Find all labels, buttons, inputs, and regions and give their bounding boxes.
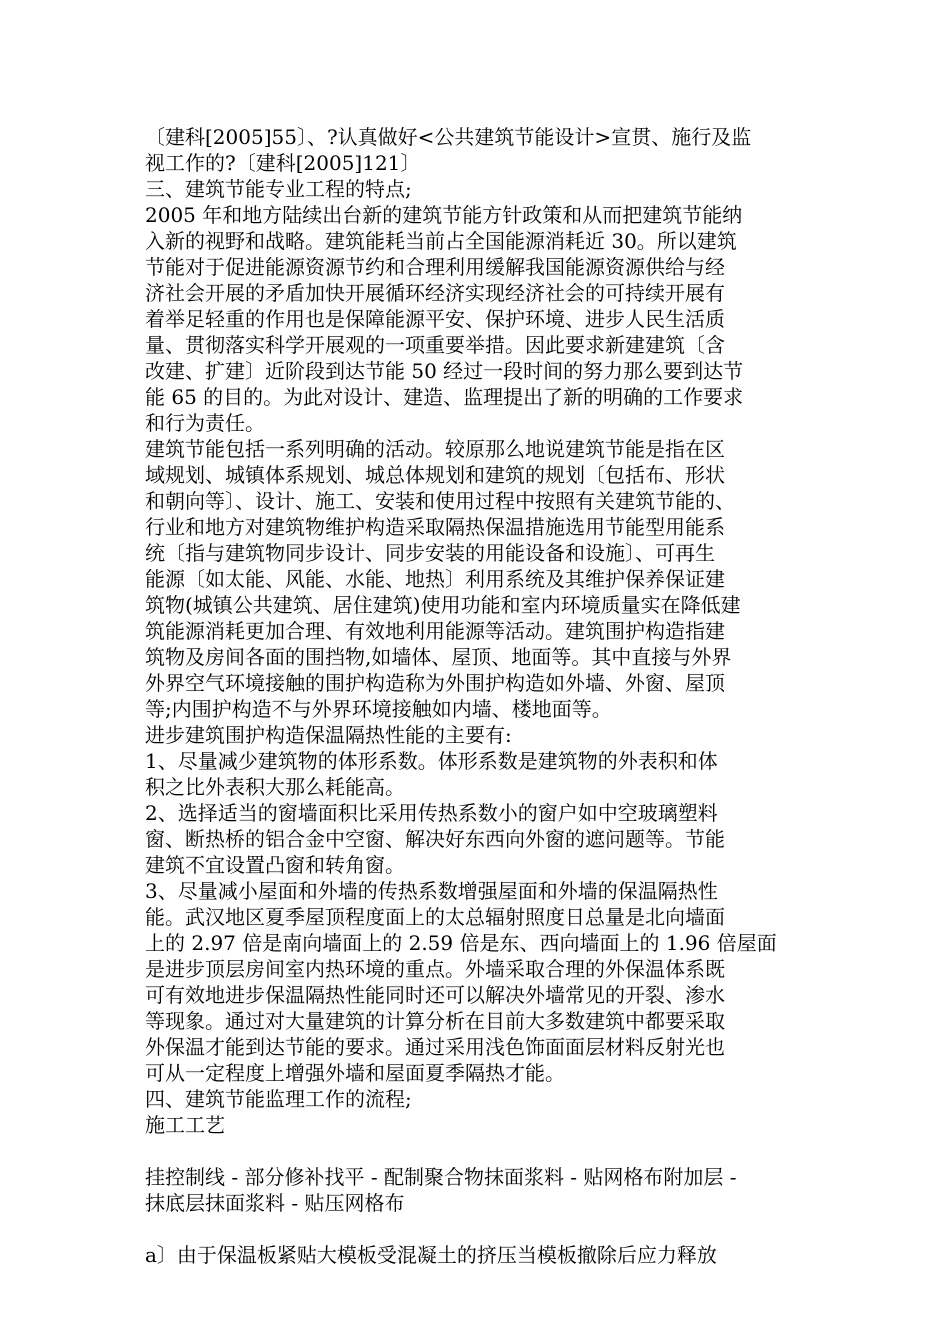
text-line: 上的 2.97 倍是南向墙面上的 2.59 倍是东、西向墙面上的 1.96 倍屋面	[145, 931, 777, 955]
text-line: 视工作的?〔建科[2005]121〕	[145, 151, 421, 175]
text-line: 进步建筑围护构造保温隔热性能的主要有:	[145, 723, 512, 747]
text-line: 济社会开展的矛盾加快开展循环经济实现经济社会的可持续开展有	[145, 281, 725, 305]
text-line: 能源〔如太能、风能、水能、地热〕利用系统及其维护保养保证建	[145, 567, 725, 591]
text-line: 可从一定程度上增强外墙和屋面夏季隔热才能。	[145, 1061, 565, 1085]
text-line: 抹底层抹面浆料 - 贴压网格布	[145, 1191, 405, 1215]
text-line: 3、尽量减小屋面和外墙的传热系数增强屋面和外墙的保温隔热性	[145, 879, 718, 903]
text-line: 统〔指与建筑物同步设计、同步安装的用能设备和设施〕、可再生	[145, 541, 715, 565]
text-line: 行业和地方对建筑物维护构造采取隔热保温措施选用节能型用能系	[145, 515, 725, 539]
text-line: 挂控制线 - 部分修补找平 - 配制聚合物抹面浆料 - 贴网格布附加层 -	[145, 1165, 737, 1189]
text-line: 能。武汉地区夏季屋顶程度面上的太总辐射照度日总量是北向墙面	[145, 905, 725, 929]
text-line: 筑物及房间各面的围挡物,如墙体、屋顶、地面等。其中直接与外界	[145, 645, 732, 669]
text-line: 域规划、城镇体系规划、城总体规划和建筑的规划〔包括布、形状	[145, 463, 725, 487]
text-line: 1、尽量减少建筑物的体形系数。体形系数是建筑物的外表积和体	[145, 749, 718, 773]
text-line: 建筑节能包括一系列明确的活动。较原那么地说建筑节能是指在区	[145, 437, 725, 461]
text-line: 量、贯彻落实科学开展观的一项重要举措。因此要求新建建筑〔含	[145, 333, 725, 357]
text-line: 筑物(城镇公共建筑、居住建筑)使用功能和室内环境质量实在降低建	[145, 593, 741, 617]
text-line: 和行为责任。	[145, 411, 265, 435]
text-line: 三、建筑节能专业工程的特点;	[145, 177, 412, 201]
text-line: 外界空气环境接触的围护构造称为外围护构造如外墙、外窗、屋顶	[145, 671, 725, 695]
text-line: 〔建科[2005]55〕、?认真做好<公共建筑节能设计>宣贯、施行及监	[145, 125, 752, 149]
text-line: 外保温才能到达节能的要求。通过采用浅色饰面面层材料反射光也	[145, 1035, 725, 1059]
text-line: 2、选择适当的窗墙面积比采用传热系数小的窗户如中空玻璃塑料	[145, 801, 718, 825]
blank-line	[145, 1138, 817, 1164]
text-line: 改建、扩建〕近阶段到达节能 50 经过一段时间的努力那么要到达节	[145, 359, 744, 383]
text-line: 筑能源消耗更加合理、有效地利用能源等活动。建筑围护构造指建	[145, 619, 725, 643]
text-line: 施工工艺	[145, 1113, 225, 1137]
text-line: 是进步顶层房间室内热环境的重点。外墙采取合理的外保温体系既	[145, 957, 725, 981]
blank-line	[145, 1216, 817, 1242]
text-line: 窗、断热桥的铝合金中空窗、解决好东西向外窗的遮问题等。节能	[145, 827, 725, 851]
text-line: 入新的视野和战略。建筑能耗当前占全国能源消耗近 30。所以建筑	[145, 229, 737, 253]
text-line: 和朝向等〕、设计、施工、安装和使用过程中按照有关建筑节能的、	[145, 489, 735, 513]
text-line: 四、建筑节能监理工作的流程;	[145, 1087, 412, 1111]
text-line: 等现象。通过对大量建筑的计算分析在目前大多数建筑中都要采取	[145, 1009, 725, 1033]
text-line: 可有效地进步保温隔热性能同时还可以解决外墙常见的开裂、渗水	[145, 983, 725, 1007]
text-line: 能 65 的目的。为此对设计、建造、监理提出了新的明确的工作要求	[145, 385, 744, 409]
text-line: a〕由于保温板紧贴大模板受混凝土的挤压当模板撤除后应力释放	[145, 1243, 717, 1267]
text-line: 等;内围护构造不与外界环境接触如内墙、楼地面等。	[145, 697, 612, 721]
text-line: 着举足轻重的作用也是保障能源平安、保护环境、进步人民生活质	[145, 307, 725, 331]
text-line: 积之比外表积大那么耗能高。	[145, 775, 405, 799]
text-line: 2005 年和地方陆续出台新的建筑节能方针政策和从而把建筑节能纳	[145, 203, 743, 227]
text-line: 节能对于促进能源资源节约和合理利用缓解我国能源资源供给与经	[145, 255, 725, 279]
text-line: 建筑不宜设置凸窗和转角窗。	[145, 853, 405, 877]
document-body	[145, 124, 817, 1268]
